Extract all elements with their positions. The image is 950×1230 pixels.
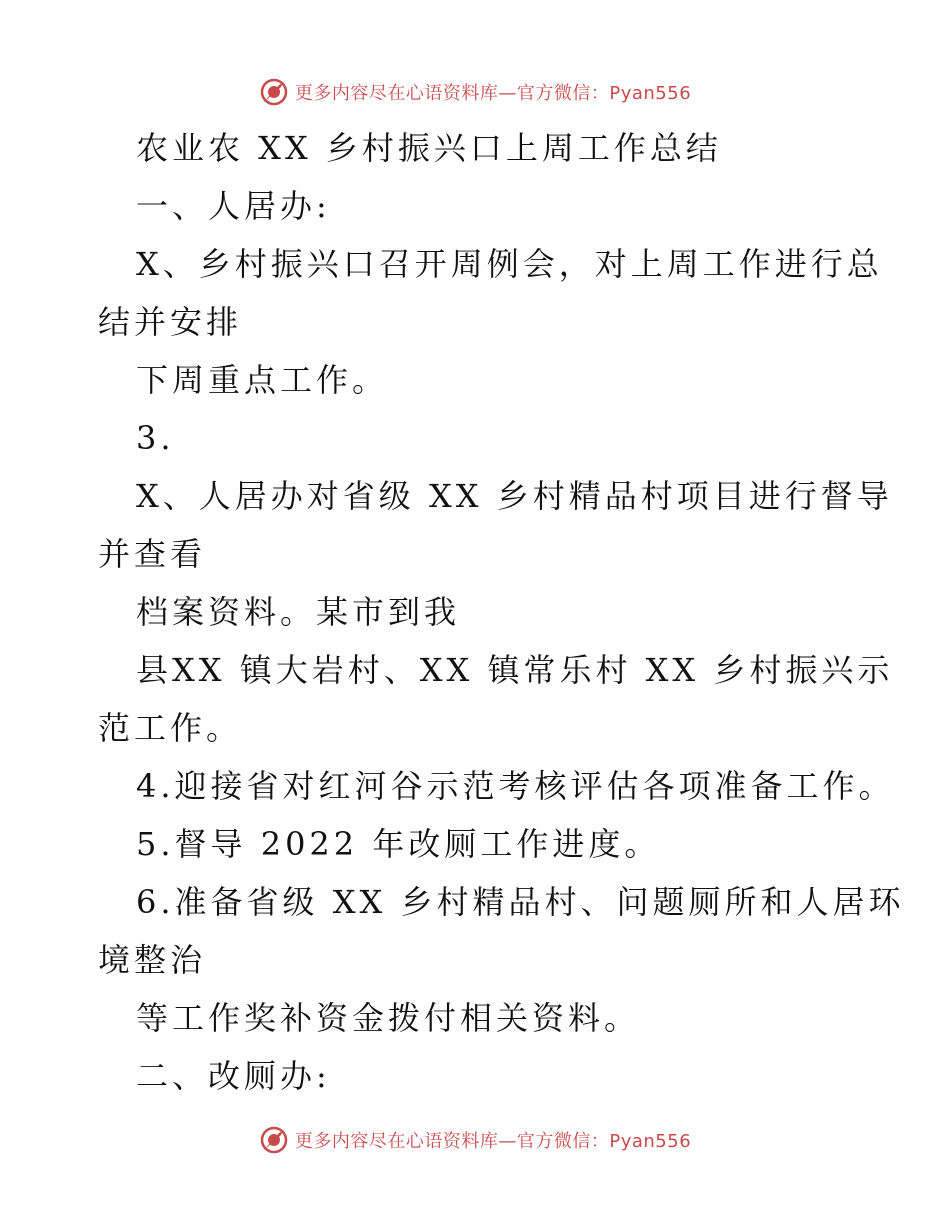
document-title: 农业农 XX 乡村振兴口上周工作总结 xyxy=(136,129,722,167)
footer-watermark-banner xyxy=(0,1120,950,1160)
paragraph-line: 结并安排 xyxy=(98,303,243,341)
paragraph-line: 境整治 xyxy=(98,941,207,979)
section-heading: 二、改厕办: xyxy=(136,1057,331,1095)
section-heading: 一、人居办: xyxy=(136,187,331,225)
paragraph-line: X、乡村振兴口召开周例会，对上周工作进行总 xyxy=(136,245,883,283)
paragraph-line: 档案资料。某市到我 xyxy=(136,593,461,631)
paragraph-line: 下周重点工作。 xyxy=(136,361,389,399)
paragraph-line: X、人居办对省级 XX 乡村精品村项目进行督导 xyxy=(136,477,893,515)
quill-logo-icon xyxy=(259,77,289,107)
header-watermark-banner xyxy=(0,72,950,112)
paragraph-line: 县XX 镇大岩村、XX 镇常乐村 XX 乡村振兴示 xyxy=(136,651,894,689)
paragraph-line: 等工作奖补资金拨付相关资料。 xyxy=(136,999,641,1037)
paragraph-line: 3. xyxy=(136,419,175,457)
paragraph-line: 4.迎接省对红河谷示范考核评估各项准备工作。 xyxy=(136,767,895,805)
paragraph-line: 范工作。 xyxy=(98,709,243,747)
quill-logo-icon xyxy=(259,1125,289,1155)
paragraph-line: 5.督导 2022 年改厕工作进度。 xyxy=(136,825,661,863)
header-banner-text: 更多内容尽在心语资料库—官方微信：Pyan556 xyxy=(294,83,692,104)
paragraph-line: 并查看 xyxy=(98,535,207,573)
paragraph-line: 6.准备省级 XX 乡村精品村、问题厕所和人居环 xyxy=(136,883,905,921)
footer-banner-text: 更多内容尽在心语资料库—官方微信：Pyan556 xyxy=(294,1131,692,1152)
